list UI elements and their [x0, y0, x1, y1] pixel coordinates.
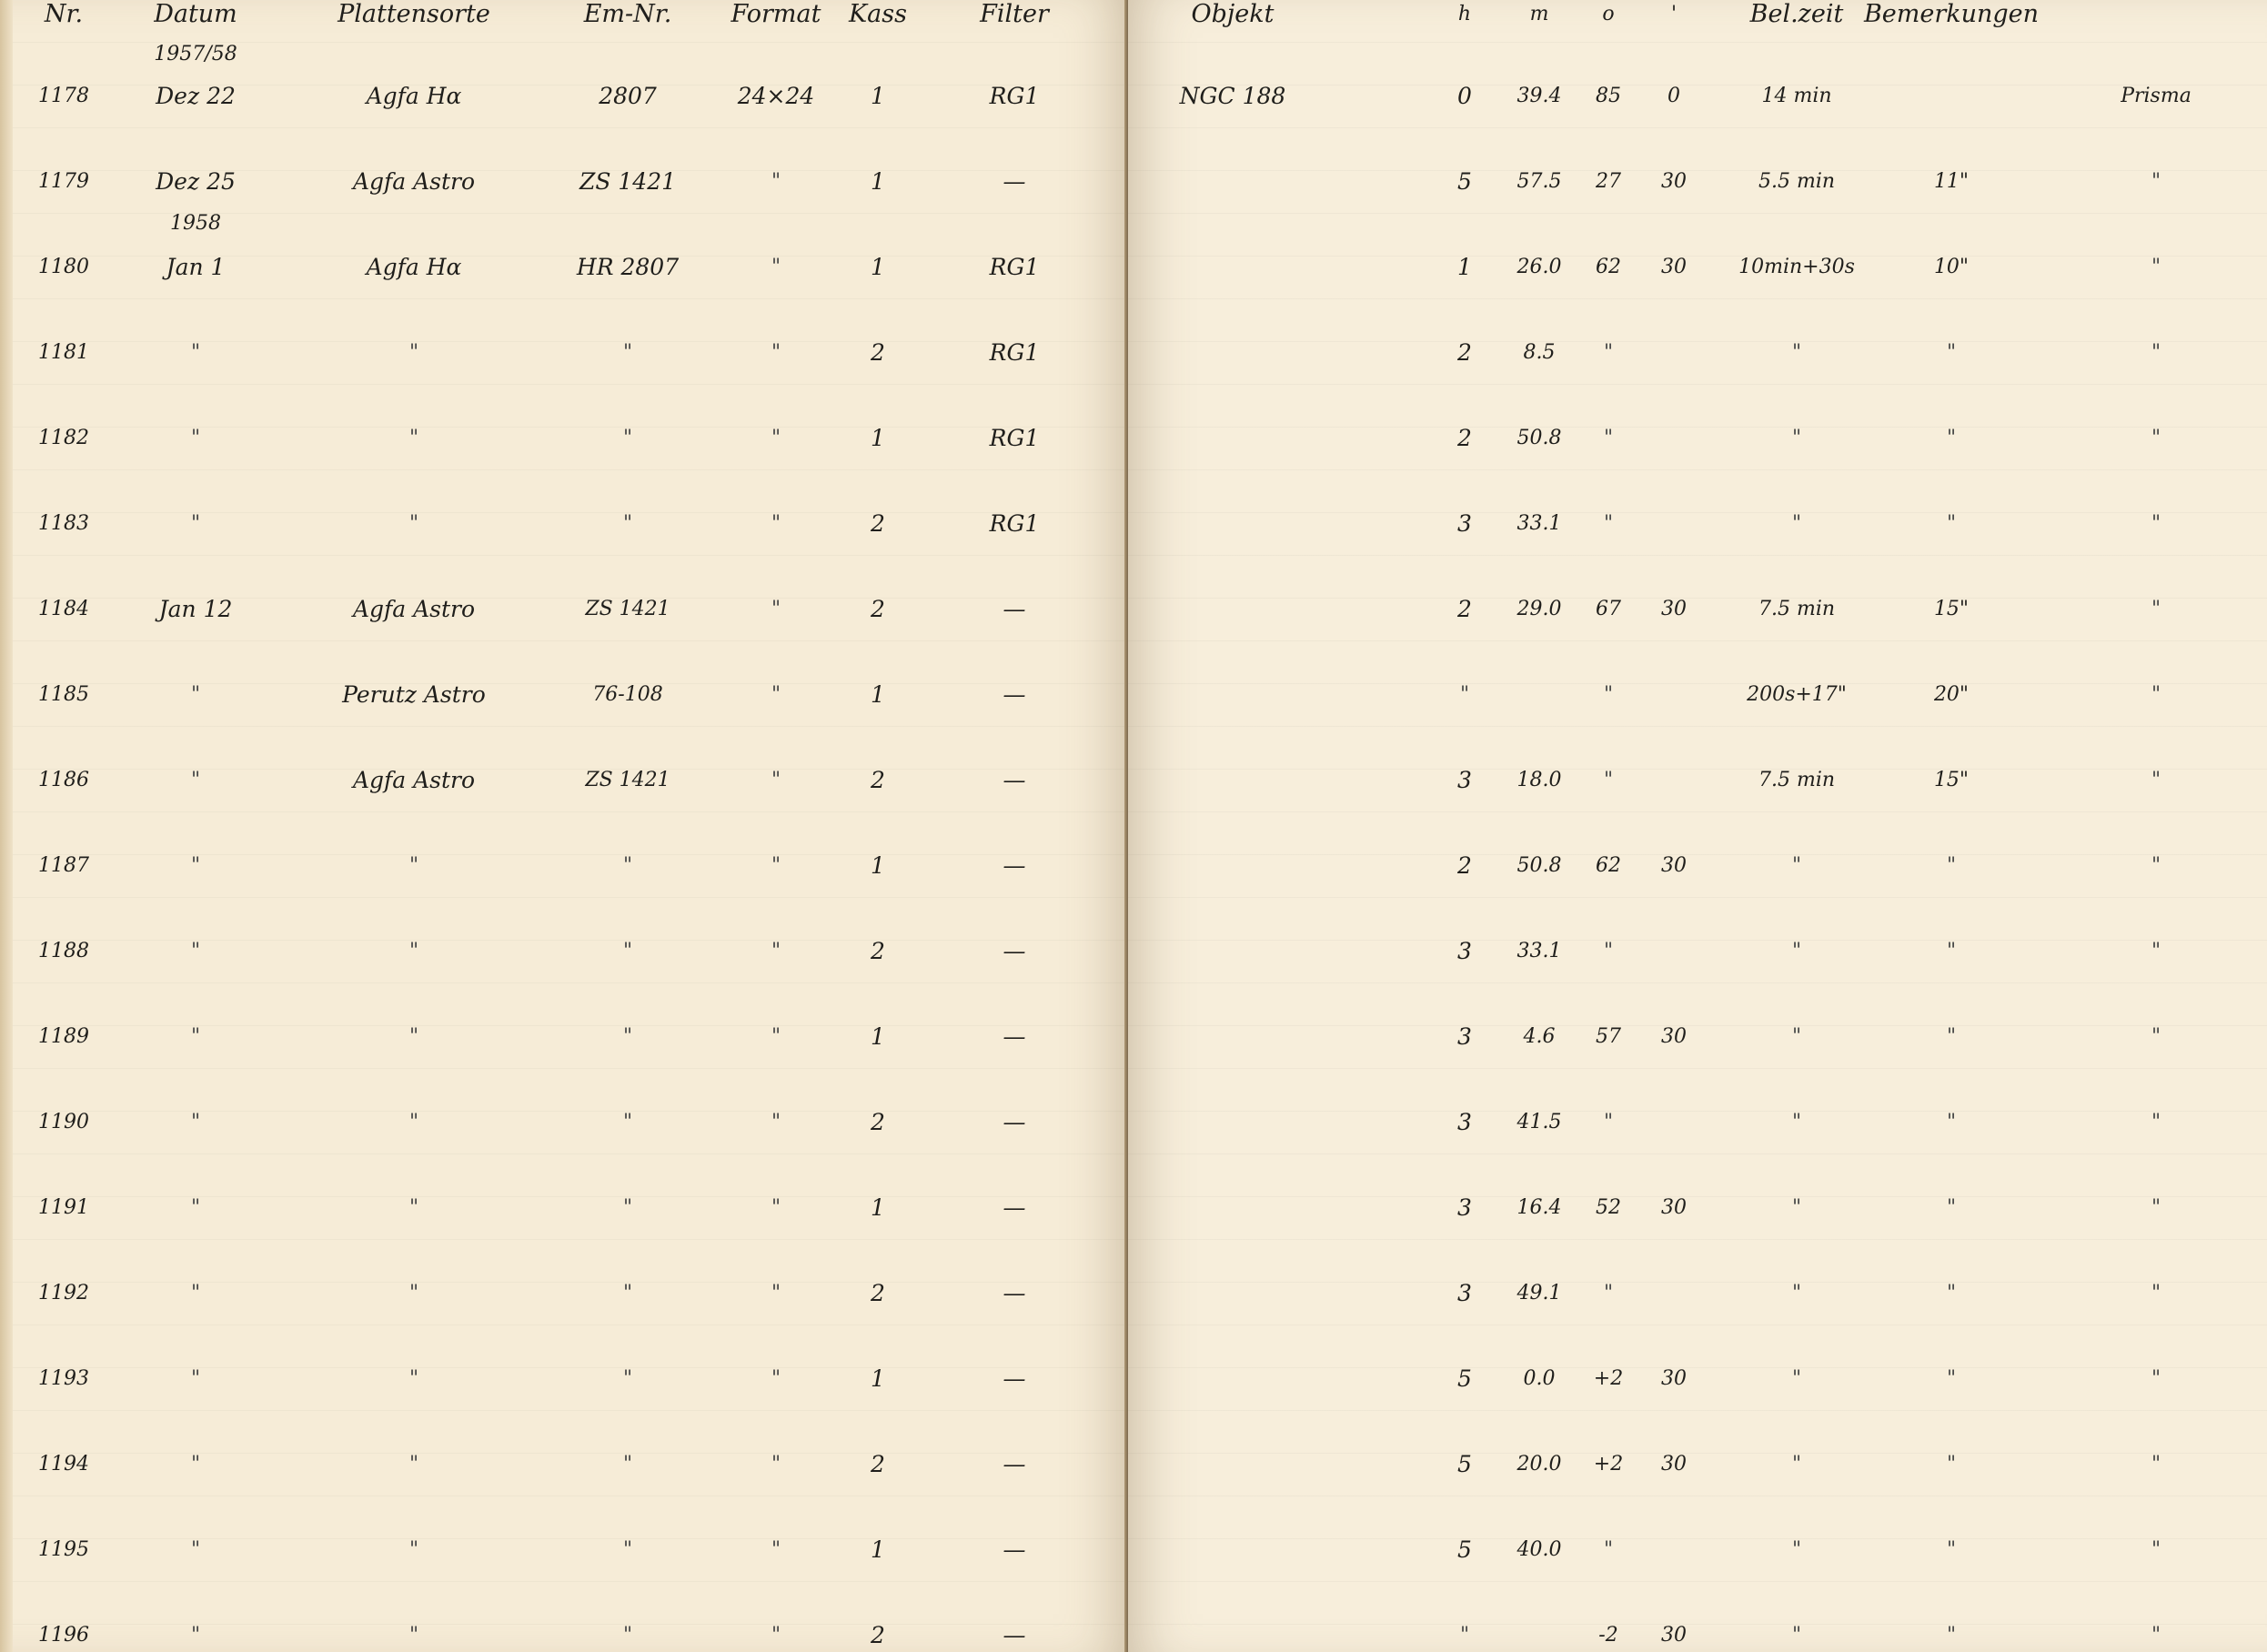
- row-datum: ": [190, 1624, 201, 1647]
- row-h: 5: [1457, 1451, 1472, 1477]
- row-plattensorte: ": [408, 940, 419, 962]
- row-degrees: ": [1603, 769, 1614, 791]
- row-h: ": [1459, 683, 1470, 706]
- row-m: 16.4: [1516, 1196, 1562, 1219]
- year-note: 1958: [170, 212, 221, 235]
- row-filter: —: [1003, 767, 1026, 793]
- row-filter: —: [1003, 596, 1026, 622]
- row-bel-zeit: ": [1791, 1538, 1802, 1561]
- row-filter: —: [1003, 852, 1026, 879]
- row-m: 0.0: [1523, 1367, 1556, 1390]
- row-filter: —: [1003, 938, 1026, 964]
- row-plattensorte: ": [408, 1367, 419, 1390]
- row-degrees: 62: [1596, 256, 1621, 278]
- row-bel-zeit: ": [1791, 427, 1802, 449]
- row-bemerkung: ": [1946, 1538, 1957, 1561]
- row-h: 2: [1457, 852, 1472, 879]
- row-degrees: 57: [1596, 1025, 1621, 1048]
- row-bel-zeit: ": [1791, 341, 1802, 364]
- row-degrees: +2: [1593, 1367, 1624, 1390]
- row-bemerkung: ": [1946, 1282, 1957, 1304]
- row-h: 1: [1457, 254, 1472, 280]
- row-format: ": [771, 1111, 781, 1133]
- row-prisma: ": [2151, 341, 2161, 364]
- row-m: 39.4: [1516, 85, 1562, 107]
- row-degrees: ": [1603, 1282, 1614, 1304]
- row-arcmin: 30: [1661, 854, 1687, 877]
- row-kass: 2: [871, 767, 885, 793]
- row-prisma: ": [2151, 1282, 2161, 1304]
- row-plattensorte: ": [408, 1538, 419, 1561]
- row-filter: —: [1003, 1194, 1026, 1221]
- row-degrees: 52: [1596, 1196, 1621, 1219]
- row-plattensorte: Agfa Hα: [366, 254, 462, 280]
- row-datum: ": [190, 1111, 201, 1133]
- row-m: 49.1: [1516, 1282, 1562, 1304]
- row-plattensorte: ": [408, 341, 419, 364]
- row-kass: 2: [871, 1280, 885, 1306]
- row-bemerkung: 20": [1933, 683, 1970, 706]
- row-bel-zeit: 14 min: [1761, 85, 1832, 107]
- row-filter: —: [1003, 1280, 1026, 1306]
- row-arcmin: 30: [1661, 1025, 1687, 1048]
- row-bel-zeit: ": [1791, 1111, 1802, 1133]
- row-format: ": [771, 341, 781, 364]
- row-m: 18.0: [1516, 769, 1562, 791]
- header-bel-zeit: Bel.zeit: [1749, 0, 1844, 28]
- row-nr: 1179: [38, 170, 89, 193]
- row-kass: 2: [871, 339, 885, 366]
- row-degrees: ": [1603, 512, 1614, 535]
- row-kass: 2: [871, 1622, 885, 1648]
- row-h: 5: [1457, 168, 1472, 195]
- row-plattensorte: Agfa Astro: [352, 767, 476, 793]
- row-bel-zeit: ": [1791, 1025, 1802, 1048]
- row-nr: 1189: [38, 1025, 89, 1048]
- row-format: ": [771, 256, 781, 278]
- header-filter: Filter: [980, 0, 1049, 28]
- row-m: 26.0: [1516, 256, 1562, 278]
- row-h: 5: [1457, 1536, 1472, 1563]
- row-nr: 1194: [38, 1453, 89, 1476]
- row-plattensorte: Agfa Hα: [366, 83, 462, 109]
- row-arcmin: 30: [1661, 1453, 1687, 1476]
- row-filter: —: [1003, 1365, 1026, 1392]
- row-filter: —: [1003, 1622, 1026, 1648]
- row-format: ": [771, 598, 781, 620]
- row-bel-zeit: ": [1791, 512, 1802, 535]
- header-arcmin: ': [1670, 3, 1678, 25]
- row-format: ": [771, 1538, 781, 1561]
- row-bemerkung: ": [1946, 1624, 1957, 1647]
- row-arcmin: 30: [1661, 170, 1687, 193]
- row-filter: RG1: [989, 510, 1040, 537]
- row-bemerkung: ": [1946, 940, 1957, 962]
- row-em-nr: ZS 1421: [579, 168, 677, 195]
- row-plattensorte: ": [408, 1025, 419, 1048]
- row-prisma: ": [2151, 598, 2161, 620]
- row-em-nr: ": [622, 1624, 633, 1647]
- header-m: m: [1529, 3, 1549, 25]
- row-bel-zeit: 5.5 min: [1758, 170, 1836, 193]
- row-bemerkung: ": [1946, 427, 1957, 449]
- row-nr: 1178: [38, 85, 89, 107]
- row-kass: 1: [871, 168, 885, 195]
- row-plattensorte: ": [408, 1111, 419, 1133]
- row-m: 40.0: [1516, 1538, 1562, 1561]
- row-degrees: ": [1603, 683, 1614, 706]
- row-nr: 1195: [38, 1538, 89, 1561]
- row-kass: 1: [871, 425, 885, 451]
- row-prisma: ": [2151, 170, 2161, 193]
- header-plattensorte: Plattensorte: [338, 0, 490, 28]
- row-datum: Jan 12: [158, 596, 233, 622]
- row-prisma: ": [2151, 1453, 2161, 1476]
- row-bemerkung: 10": [1933, 256, 1970, 278]
- row-nr: 1185: [38, 683, 89, 706]
- row-arcmin: 0: [1668, 85, 1680, 107]
- header-datum: Datum: [154, 0, 237, 28]
- row-format: ": [771, 1025, 781, 1048]
- row-filter: —: [1003, 681, 1026, 708]
- row-format: ": [771, 940, 781, 962]
- row-nr: 1182: [38, 427, 89, 449]
- row-h: 3: [1457, 510, 1472, 537]
- row-h: 3: [1457, 767, 1472, 793]
- row-kass: 1: [871, 681, 885, 708]
- row-bel-zeit: ": [1791, 1367, 1802, 1390]
- row-nr: 1186: [38, 769, 89, 791]
- row-format: ": [771, 170, 781, 193]
- row-format: ": [771, 512, 781, 535]
- row-kass: 1: [871, 254, 885, 280]
- row-em-nr: 2807: [599, 83, 657, 109]
- row-em-nr: ZS 1421: [585, 598, 670, 620]
- row-datum: Dez 25: [156, 168, 236, 195]
- row-plattensorte: ": [408, 1624, 419, 1647]
- row-plattensorte: ": [408, 512, 419, 535]
- row-prisma: ": [2151, 427, 2161, 449]
- row-plattensorte: Agfa Astro: [352, 168, 476, 195]
- year-note: 1957/58: [154, 43, 237, 65]
- row-arcmin: 30: [1661, 1624, 1687, 1647]
- row-bel-zeit: ": [1791, 854, 1802, 877]
- row-m: 20.0: [1516, 1453, 1562, 1476]
- row-datum: ": [190, 1453, 201, 1476]
- row-degrees: ": [1603, 341, 1614, 364]
- row-h: 2: [1457, 339, 1472, 366]
- row-datum: ": [190, 427, 201, 449]
- row-bel-zeit: ": [1791, 1282, 1802, 1304]
- row-format: ": [771, 427, 781, 449]
- row-filter: RG1: [989, 254, 1040, 280]
- row-arcmin: 30: [1661, 1367, 1687, 1390]
- row-kass: 2: [871, 510, 885, 537]
- row-prisma: ": [2151, 512, 2161, 535]
- row-h: 2: [1457, 596, 1472, 622]
- row-bemerkung: 11": [1933, 170, 1970, 193]
- row-nr: 1191: [38, 1196, 89, 1219]
- row-datum: Jan 1: [166, 254, 226, 280]
- row-plattensorte: ": [408, 427, 419, 449]
- row-prisma: ": [2151, 1624, 2161, 1647]
- row-bemerkung: ": [1946, 512, 1957, 535]
- row-bel-zeit: ": [1791, 1196, 1802, 1219]
- row-m: 29.0: [1516, 598, 1562, 620]
- row-prisma: ": [2151, 854, 2161, 877]
- row-nr: 1190: [38, 1111, 89, 1133]
- row-em-nr: ": [622, 1025, 633, 1048]
- row-arcmin: 30: [1661, 598, 1687, 620]
- row-prisma: ": [2151, 1025, 2161, 1048]
- row-em-nr: HR 2807: [576, 254, 680, 280]
- row-bemerkung: ": [1946, 1367, 1957, 1390]
- row-kass: 2: [871, 1109, 885, 1135]
- row-em-nr: 76-108: [592, 683, 663, 706]
- row-nr: 1183: [38, 512, 89, 535]
- row-bel-zeit: 7.5 min: [1758, 769, 1836, 791]
- page-edge: [0, 0, 13, 1652]
- row-kass: 1: [871, 83, 885, 109]
- row-h: 3: [1457, 1109, 1472, 1135]
- row-h: 5: [1457, 1365, 1472, 1392]
- row-datum: ": [190, 769, 201, 791]
- row-filter: —: [1003, 168, 1026, 195]
- row-em-nr: ": [622, 1282, 633, 1304]
- row-em-nr: ": [622, 1196, 633, 1219]
- row-filter: RG1: [989, 339, 1040, 366]
- row-datum: ": [190, 1282, 201, 1304]
- header-format: Format: [730, 0, 821, 28]
- row-arcmin: 30: [1661, 1196, 1687, 1219]
- row-degrees: -2: [1598, 1624, 1618, 1647]
- row-m: 33.1: [1516, 940, 1562, 962]
- row-format: ": [771, 854, 781, 877]
- row-em-nr: ": [622, 1111, 633, 1133]
- row-plattensorte: ": [408, 1196, 419, 1219]
- row-format: ": [771, 1624, 781, 1647]
- right-page: [1128, 0, 2267, 1652]
- row-filter: —: [1003, 1451, 1026, 1477]
- row-bel-zeit: 200s+17": [1747, 683, 1847, 706]
- row-datum: ": [190, 341, 201, 364]
- row-degrees: 67: [1596, 598, 1621, 620]
- row-nr: 1184: [38, 598, 89, 620]
- row-kass: 2: [871, 596, 885, 622]
- row-kass: 1: [871, 852, 885, 879]
- row-filter: RG1: [989, 425, 1040, 451]
- row-datum: ": [190, 683, 201, 706]
- row-bemerkung: ": [1946, 1025, 1957, 1048]
- row-h: 2: [1457, 425, 1472, 451]
- row-h: 3: [1457, 1023, 1472, 1050]
- row-bemerkung: ": [1946, 1453, 1957, 1476]
- row-em-nr: ": [622, 512, 633, 535]
- row-filter: —: [1003, 1109, 1026, 1135]
- row-prisma: ": [2151, 1538, 2161, 1561]
- header-bemerkungen: Bemerkungen: [1863, 0, 2040, 28]
- row-em-nr: ": [622, 1538, 633, 1561]
- row-degrees: ": [1603, 1111, 1614, 1133]
- row-datum: ": [190, 1025, 201, 1048]
- row-prisma: ": [2151, 940, 2161, 962]
- row-format: ": [771, 1453, 781, 1476]
- row-m: 33.1: [1516, 512, 1562, 535]
- header-objekt: Objekt: [1191, 0, 1275, 28]
- row-bemerkung: ": [1946, 1196, 1957, 1219]
- row-degrees: 85: [1596, 85, 1621, 107]
- row-bemerkung: ": [1946, 341, 1957, 364]
- row-nr: 1187: [38, 854, 89, 877]
- row-em-nr: ZS 1421: [585, 769, 670, 791]
- row-bel-zeit: ": [1791, 1453, 1802, 1476]
- row-nr: 1193: [38, 1367, 89, 1390]
- row-degrees: ": [1603, 940, 1614, 962]
- row-h: 3: [1457, 938, 1472, 964]
- row-m: 41.5: [1516, 1111, 1562, 1133]
- header-kass: Kass: [849, 0, 907, 28]
- row-prisma: ": [2151, 683, 2161, 706]
- left-page: [0, 0, 1128, 1652]
- row-filter: —: [1003, 1536, 1026, 1563]
- header-degrees: o: [1602, 3, 1615, 25]
- row-degrees: ": [1603, 427, 1614, 449]
- row-em-nr: ": [622, 341, 633, 364]
- row-em-nr: ": [622, 940, 633, 962]
- header-em-nr: Em-Nr.: [583, 0, 672, 28]
- row-kass: 1: [871, 1536, 885, 1563]
- row-kass: 2: [871, 938, 885, 964]
- row-nr: 1192: [38, 1282, 89, 1304]
- row-nr: 1188: [38, 940, 89, 962]
- row-em-nr: ": [622, 1367, 633, 1390]
- row-plattensorte: ": [408, 854, 419, 877]
- row-degrees: 62: [1596, 854, 1621, 877]
- row-bemerkung: ": [1946, 854, 1957, 877]
- row-plattensorte: ": [408, 1453, 419, 1476]
- row-filter: RG1: [989, 83, 1040, 109]
- row-bemerkung: 15": [1933, 769, 1970, 791]
- row-nr: 1180: [38, 256, 89, 278]
- row-datum: ": [190, 1196, 201, 1219]
- row-filter: —: [1003, 1023, 1026, 1050]
- row-datum: ": [190, 512, 201, 535]
- row-kass: 1: [871, 1023, 885, 1050]
- row-prisma: ": [2151, 1367, 2161, 1390]
- row-nr: 1196: [38, 1624, 89, 1647]
- row-h: 3: [1457, 1194, 1472, 1221]
- row-prisma: ": [2151, 1111, 2161, 1133]
- row-bel-zeit: 10min+30s: [1738, 256, 1855, 278]
- row-datum: ": [190, 1367, 201, 1390]
- row-format: ": [771, 683, 781, 706]
- row-datum: Dez 22: [156, 83, 236, 109]
- row-prisma: Prisma: [2121, 85, 2191, 107]
- row-bel-zeit: 7.5 min: [1758, 598, 1836, 620]
- row-prisma: ": [2151, 1196, 2161, 1219]
- row-degrees: 27: [1596, 170, 1621, 193]
- row-kass: 2: [871, 1451, 885, 1477]
- row-plattensorte: ": [408, 1282, 419, 1304]
- row-bemerkung: 15": [1933, 598, 1970, 620]
- row-m: 57.5: [1516, 170, 1562, 193]
- row-em-nr: ": [622, 427, 633, 449]
- row-plattensorte: Perutz Astro: [342, 681, 486, 708]
- header-nr: Nr.: [44, 0, 84, 28]
- row-datum: ": [190, 940, 201, 962]
- row-degrees: +2: [1593, 1453, 1624, 1476]
- row-arcmin: 30: [1661, 256, 1687, 278]
- row-kass: 1: [871, 1365, 885, 1392]
- header-h: h: [1457, 3, 1472, 25]
- row-datum: ": [190, 1538, 201, 1561]
- row-kass: 1: [871, 1194, 885, 1221]
- row-m: 8.5: [1523, 341, 1556, 364]
- row-bel-zeit: ": [1791, 1624, 1802, 1647]
- row-objekt: NGC 188: [1179, 83, 1286, 109]
- row-degrees: ": [1603, 1538, 1614, 1561]
- row-format: ": [771, 1196, 781, 1219]
- row-prisma: ": [2151, 769, 2161, 791]
- row-format: ": [771, 769, 781, 791]
- row-datum: ": [190, 854, 201, 877]
- row-em-nr: ": [622, 854, 633, 877]
- row-bemerkung: ": [1946, 1111, 1957, 1133]
- row-bel-zeit: ": [1791, 940, 1802, 962]
- row-m: 4.6: [1523, 1025, 1556, 1048]
- row-m: 50.8: [1516, 427, 1562, 449]
- row-nr: 1181: [38, 341, 89, 364]
- row-h: 3: [1457, 1280, 1472, 1306]
- row-h: ": [1459, 1624, 1470, 1647]
- row-h: 0: [1457, 83, 1472, 109]
- row-m: 50.8: [1516, 854, 1562, 877]
- row-format: ": [771, 1367, 781, 1390]
- row-format: 24×24: [737, 83, 815, 109]
- row-prisma: ": [2151, 256, 2161, 278]
- row-plattensorte: Agfa Astro: [352, 596, 476, 622]
- row-format: ": [771, 1282, 781, 1304]
- row-em-nr: ": [622, 1453, 633, 1476]
